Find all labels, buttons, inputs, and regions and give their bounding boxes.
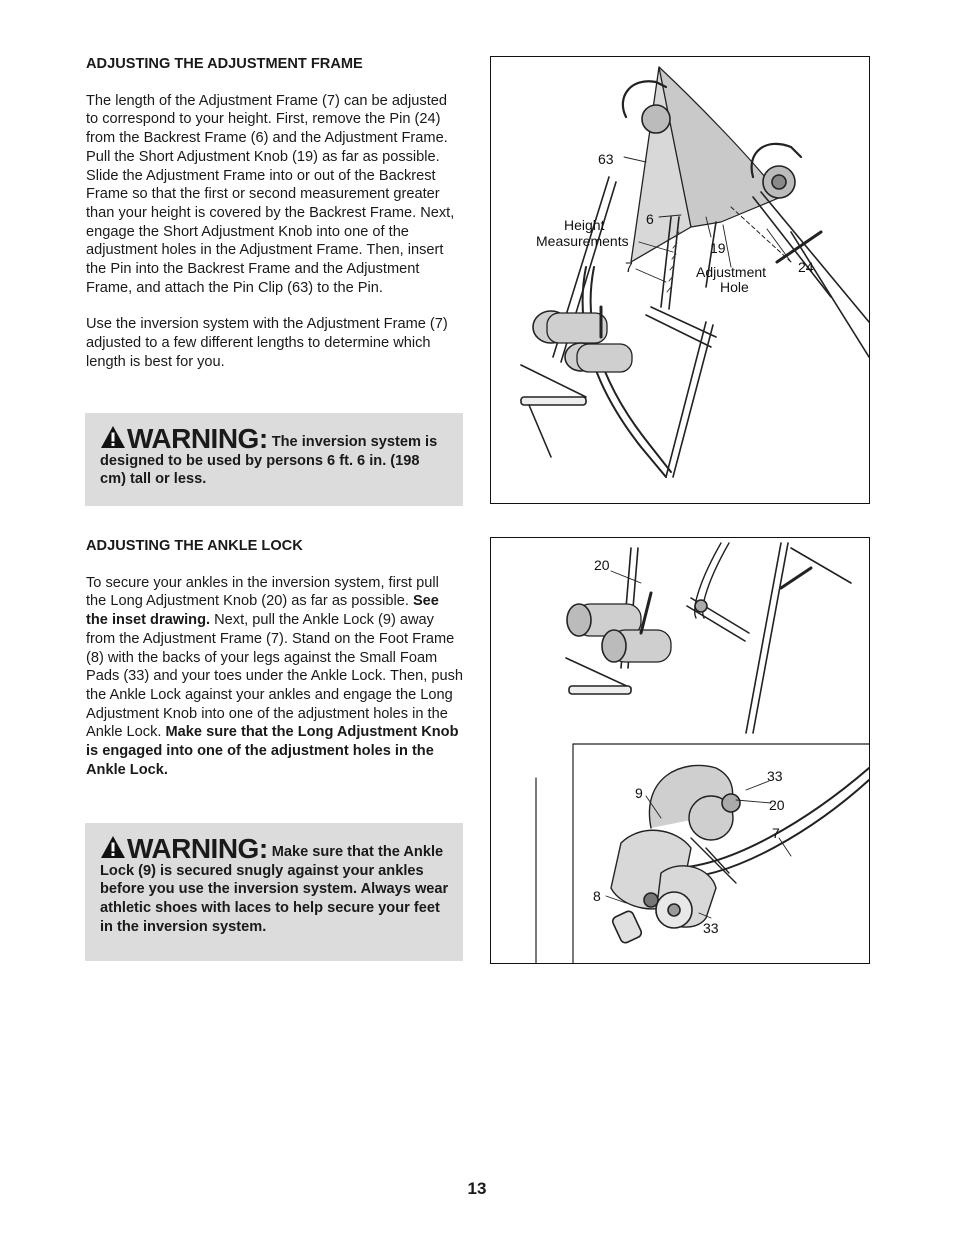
warning-triangle-icon [100,835,126,859]
section-heading: ADJUSTING THE ANKLE LOCK [86,538,303,554]
warning-text: Make sure that the Ankle Lock (9) is secured snugly against your ankles before you use the inversion system. Always wear athletic shoes with laces to help secure your feet in the inversion system. [100,844,449,935]
part-label: 63 [598,151,614,167]
body-bold-text: See the inset drawing. [86,593,439,629]
page-number: 13 [467,1179,487,1198]
part-label: 9 [635,785,643,801]
ankle-lock-drawing [491,538,870,964]
body-text: To secure your ankles in the inversion system, first pull the Long Adjustment Knob (20) as far as possible. [86,574,439,610]
part-label: 20 [594,557,610,573]
part-label: Height [564,217,605,233]
figure-adjustment-frame [490,56,870,504]
part-label: Adjustment [696,264,767,280]
part-label: 33 [703,920,719,936]
warning-label: WARNING: [127,423,268,454]
part-label: Measurements [536,233,629,249]
body-bold-text: Make sure that the Long Adjustment Knob is engaged into one of the adjustment holes in the Ankle Lock. [86,724,459,778]
warning-triangle-icon [100,425,126,449]
warning-box [85,823,463,961]
part-label: 19 [710,240,726,256]
warning-text: The inversion system is designed to be used by persons 6 ft. 6 in. (198 cm) tall or less. [100,434,438,488]
part-label: 24 [798,259,814,275]
section-adjustment-frame [86,55,463,372]
part-label: Hole [720,279,749,295]
part-label: 20 [769,797,785,813]
part-label: 7 [625,259,633,275]
part-label: 8 [593,888,601,904]
body-text: Next, pull the Ankle Lock (9) away from the Adjustment Frame (7). Stand on the Foot Frame (8) with the backs of your legs against the Small Foam Pads (33) and your toes under the Ankle Lock. Then, push the Ankle Lock against your ankles and engage the Long Adjustment Knob into one of the adjustment holes in the Ankle Lock. [86,612,463,741]
body-paragraph: Use the inversion system with the Adjustment Frame (7) adjusted to a few different lengths to determine which length is best for you. [86,316,448,370]
part-label: 6 [646,211,654,227]
part-label: 33 [767,768,783,784]
part-label: 7 [772,825,780,841]
inversion-table-drawing [491,57,870,504]
warning-label: WARNING: [127,833,268,864]
section-ankle-lock [86,537,463,779]
body-paragraph [86,574,463,780]
body-paragraph: The length of the Adjustment Frame (7) can be adjusted to correspond to your height. First, remove the Pin (24) from the Backrest Frame (6) and the Adjustment Frame. Pull the Short Adjustment Knob (19) as far as possible. Slide the Adjustment Frame into or out of the Backrest Frame so that the first or second measurement greater than your height is covered by the Backrest Frame. Next, engage the Short Adjustment Knob into one of the adjustment holes in the Adjustment Frame. Then, insert the Pin into the Backrest Frame and the Adjustment Frame, and attach the Pin Clip (63) to the Pin. [86,92,455,296]
warning-box [85,413,463,506]
figure-ankle-lock [490,537,870,964]
section-heading: ADJUSTING THE ADJUSTMENT FRAME [86,56,363,72]
